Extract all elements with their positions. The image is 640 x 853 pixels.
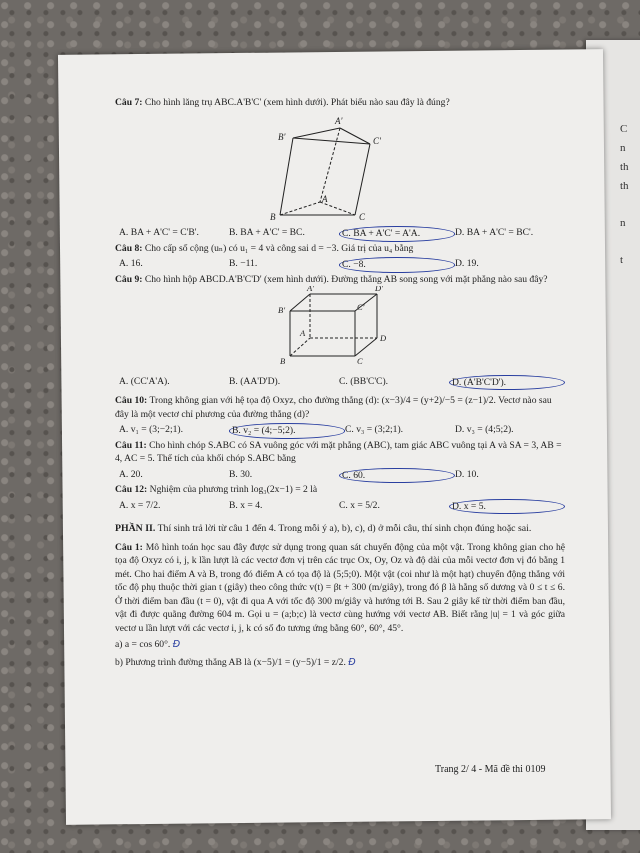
part-2-question-1-text: Mô hình toán học sau đây được sử dụng trong quan sát chuyển động của một vật. Trong không gian cho hệ tọa độ Oxyz có i, j, k lần lượt là các vectơ đơn vị trên các trục Ox, Oy, Oz và độ dài của mỗi vectơ đơn vị đó bằng 1 mét. Cho hai điểm A và B, trong đó điểm A có tọa độ là (5;5;0). Một vật (coi như là một hạt) chuyển động thẳng với tốc độ phụ thuộc thời gian t (giây) theo công thức v(t) = βt + 300 (m/giây), trong đó β là hằng số dương và 0 ≤ t ≤ 6. Ở thời điểm ban đầu (t = 0), vật đi qua A với tốc độ 300 m/giây và hướng tới B. Sau 2 giây kể từ thời điểm ban đầu, vật đi được quãng đường 604 m. Gọi u = (a;b;c) là vectơ cùng hướng với vectơ AB. Biết rằng |u| = 1 và góc giữa vectơ u lần lượt với các vectơ i, j, k có số đo tương ứng bằng 60°, 60°, 45°. <box>115 541 566 634</box>
question-9 <box>115 273 565 287</box>
exam-content <box>115 96 565 669</box>
question-9-title: Câu 9: <box>115 273 143 285</box>
q8-option-b[interactable]: B. −11. <box>229 258 258 269</box>
side-letter: n <box>620 217 626 229</box>
part-2-question-1-a <box>115 638 565 652</box>
part-2-title: PHẦN II. <box>115 523 156 534</box>
q11-option-d[interactable]: D. 10. <box>455 468 479 480</box>
question-7-options <box>115 226 565 242</box>
q10-option-c[interactable]: C. v₃ = (3;2;1). <box>345 424 404 435</box>
q8-option-c[interactable]: C. −8. <box>339 257 455 273</box>
side-letter: n <box>620 142 626 154</box>
question-12-options <box>115 499 565 515</box>
q12-option-d[interactable]: D. x = 5. <box>449 499 565 515</box>
q9-option-c[interactable]: C. (BB'C'C). <box>339 375 389 387</box>
part-2-heading <box>115 522 565 536</box>
label-c: C <box>359 211 366 220</box>
q7-option-b[interactable]: B. BA + A'C' = BC. <box>229 227 305 238</box>
question-10-title: Câu 10: <box>115 395 148 406</box>
statement-b: b) Phương trình đường thẳng AB là (x−5)/1 = (y−5)/1 = z/2. <box>115 656 346 668</box>
label-b-prime: B' <box>278 305 286 315</box>
question-10-options <box>115 423 565 439</box>
page-footer: Trang 2/ 4 - Mã đề thi 0109 <box>435 764 546 775</box>
label-a: A <box>322 193 328 204</box>
q12-option-b[interactable]: B. x = 4. <box>229 499 263 511</box>
label-d-prime: D' <box>375 286 383 293</box>
handwritten-mark-b: Đ <box>348 656 356 668</box>
label-d: D <box>380 333 387 343</box>
q11-option-b[interactable]: B. 30. <box>229 468 253 480</box>
question-12-title: Câu 12: <box>115 484 148 495</box>
label-c: C <box>357 356 363 366</box>
part-2-question-1-title: Câu 1: <box>115 541 143 553</box>
question-7 <box>115 96 565 110</box>
side-letter: t <box>620 254 624 266</box>
question-8-title: Câu 8: <box>115 242 143 254</box>
handwritten-mark-a: Đ <box>172 639 181 650</box>
q7-option-d[interactable]: D. BA + A'C' = BC'. <box>455 227 534 238</box>
q8-option-d[interactable]: D. 19. <box>455 258 479 269</box>
question-12-text: Nghiệm của phương trình log₃(2x−1) = 2 là <box>149 484 318 495</box>
q7-option-c[interactable]: C. BA + A'C' = A'A. <box>339 226 455 242</box>
side-letter: th <box>620 161 629 173</box>
question-11-title: Câu 11: <box>115 439 147 451</box>
label-a-prime: A' <box>335 115 343 126</box>
question-10-text: Trong không gian với hệ tọa độ Oxyz, cho đường thẳng (d): (x−3)/4 = (y+2)/−5 = (z−1)/2. Vectơ nào sau đây là một vectơ chỉ phương của đường thẳng (d)? <box>115 395 552 420</box>
label-b: B <box>270 211 276 220</box>
question-7-title: Câu 7: <box>115 97 143 108</box>
q9-option-a[interactable]: A. (CC'A'A). <box>119 375 170 387</box>
label-b-prime: B' <box>278 131 286 142</box>
side-letter: th <box>620 180 629 192</box>
question-7-text: Cho hình lăng trụ ABC.A'B'C' (xem hình dưới). Phát biểu nào sau đây là đúng? <box>144 97 450 108</box>
question-11 <box>115 439 565 466</box>
part-2-text: Thí sinh trả lời từ câu 1 đến 4. Trong mỗi ý a), b), c), d) ở mỗi câu, thí sinh chọn đúng hoặc sai. <box>157 523 532 534</box>
next-page-text <box>620 120 629 270</box>
q8-option-a[interactable]: A. 16. <box>119 258 143 269</box>
q12-option-a[interactable]: A. x = 7/2. <box>119 499 161 511</box>
prism-figure <box>115 110 565 220</box>
q10-option-d[interactable]: D. v₃ = (4;5;2). <box>455 424 514 435</box>
label-a: A <box>300 328 306 338</box>
label-a-prime: A' <box>307 286 315 293</box>
question-8-options <box>115 257 565 273</box>
question-11-options <box>115 468 565 484</box>
part-2-question-1-b <box>115 656 565 670</box>
box-figure <box>115 286 565 368</box>
q10-option-a[interactable]: A. v₁ = (3;−2;1). <box>119 424 183 435</box>
q10-option-b[interactable]: B. v₂ = (4;−5;2). <box>229 423 345 439</box>
q12-option-c[interactable]: C. x = 5/2. <box>339 499 380 511</box>
question-12 <box>115 483 565 497</box>
label-c-prime: C' <box>357 302 365 312</box>
question-9-text: Cho hình hộp ABCD.A'B'C'D' (xem hình dưới). Đường thẳng AB song song với mặt phẳng nào sau đây? <box>144 273 548 285</box>
question-11-text: Cho hình chóp S.ABC có SA vuông góc với mặt phẳng (ABC), tam giác ABC vuông tại A và SA = 3, AB = 4, AC = 5. Thể tích của khối chóp S.ABC bằng <box>115 439 562 464</box>
q7-option-a[interactable]: A. BA + A'C' = C'B'. <box>119 227 199 238</box>
question-10 <box>115 394 565 421</box>
q9-option-b[interactable]: B. (AA'D'D). <box>229 375 281 387</box>
label-c-prime: C' <box>373 135 381 146</box>
q9-option-d[interactable]: D. (A'B'C'D'). <box>449 375 565 391</box>
question-8-text: Cho cấp số cộng (uₙ) có u₁ = 4 và công sai d = −3. Giá trị của u₄ bằng <box>144 242 414 254</box>
part-2-question-1 <box>115 541 565 636</box>
question-9-options <box>115 375 565 391</box>
side-letter: C <box>620 123 628 135</box>
q11-option-c[interactable]: C. 60. <box>339 468 455 484</box>
q11-option-a[interactable]: A. 20. <box>119 468 143 480</box>
question-8 <box>115 242 565 256</box>
label-b: B <box>280 356 286 366</box>
statement-a: a) a = cos 60°. <box>115 639 171 650</box>
